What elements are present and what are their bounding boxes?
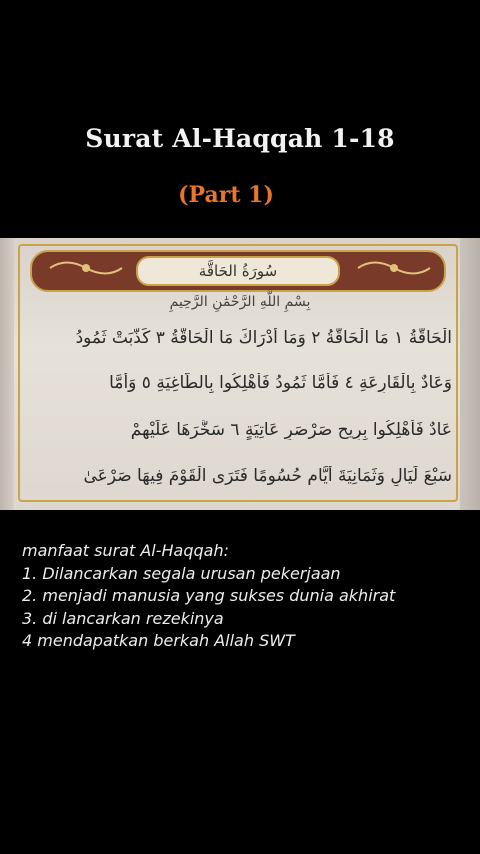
benefit-item-1: 1. Dilancarkan segala urusan pekerjaan xyxy=(22,563,341,583)
surah-name: سُورَةُ الحَاقَّة xyxy=(136,256,340,286)
header-ornament-left xyxy=(46,255,126,281)
benefits-heading: manfaat surat Al-Haqqah: xyxy=(22,541,229,560)
verse-line-4: سَبْعَ لَيَالٍ وَثَمَانِيَةَ أَيَّامٍ حُسُومًا فَتَرَى الْقَوْمَ فِيهَا صَرْعَىٰ xyxy=(83,466,452,486)
basmala: بِسْمِ اللَّهِ الرَّحْمَٰنِ الرَّحِيمِ xyxy=(169,294,311,310)
benefit-item-4: 4 mendapatkan berkah Allah SWT xyxy=(22,631,295,650)
page-edge xyxy=(0,238,14,510)
verse-line-1: الْحَاقَّةُ ١ مَا الْحَاقَّةُ ٢ وَمَا أَدْرَاكَ مَا الْحَاقَّةُ ٣ كَذَّبَتْ ثَمُودُ xyxy=(75,328,452,348)
benefits-list xyxy=(22,540,472,653)
part-label: (Part 1) xyxy=(178,182,274,208)
benefit-item-2: 2. menjadi manusia yang sukses dunia akhirat xyxy=(22,586,396,605)
book-spine xyxy=(460,238,480,510)
mushaf-page-photo xyxy=(0,238,480,510)
benefit-item-3: 3. di lancarkan rezekinya xyxy=(22,608,224,628)
video-title: Surat Al-Haqqah 1-18 xyxy=(85,124,395,153)
header-ornament-right xyxy=(354,255,434,281)
verse-line-3: عَادٌ فَأُهْلِكُوا بِرِيحٍ صَرْصَرٍ عَاتِيَةٍ ٦ سَخَّرَهَا عَلَيْهِمْ xyxy=(130,420,452,440)
verse-line-2: وَعَادٌ بِالْقَارِعَةِ ٤ فَأَمَّا ثَمُودُ فَأُهْلِكُوا بِالطَّاغِيَةِ ٥ وَأَمَّا xyxy=(109,373,452,393)
